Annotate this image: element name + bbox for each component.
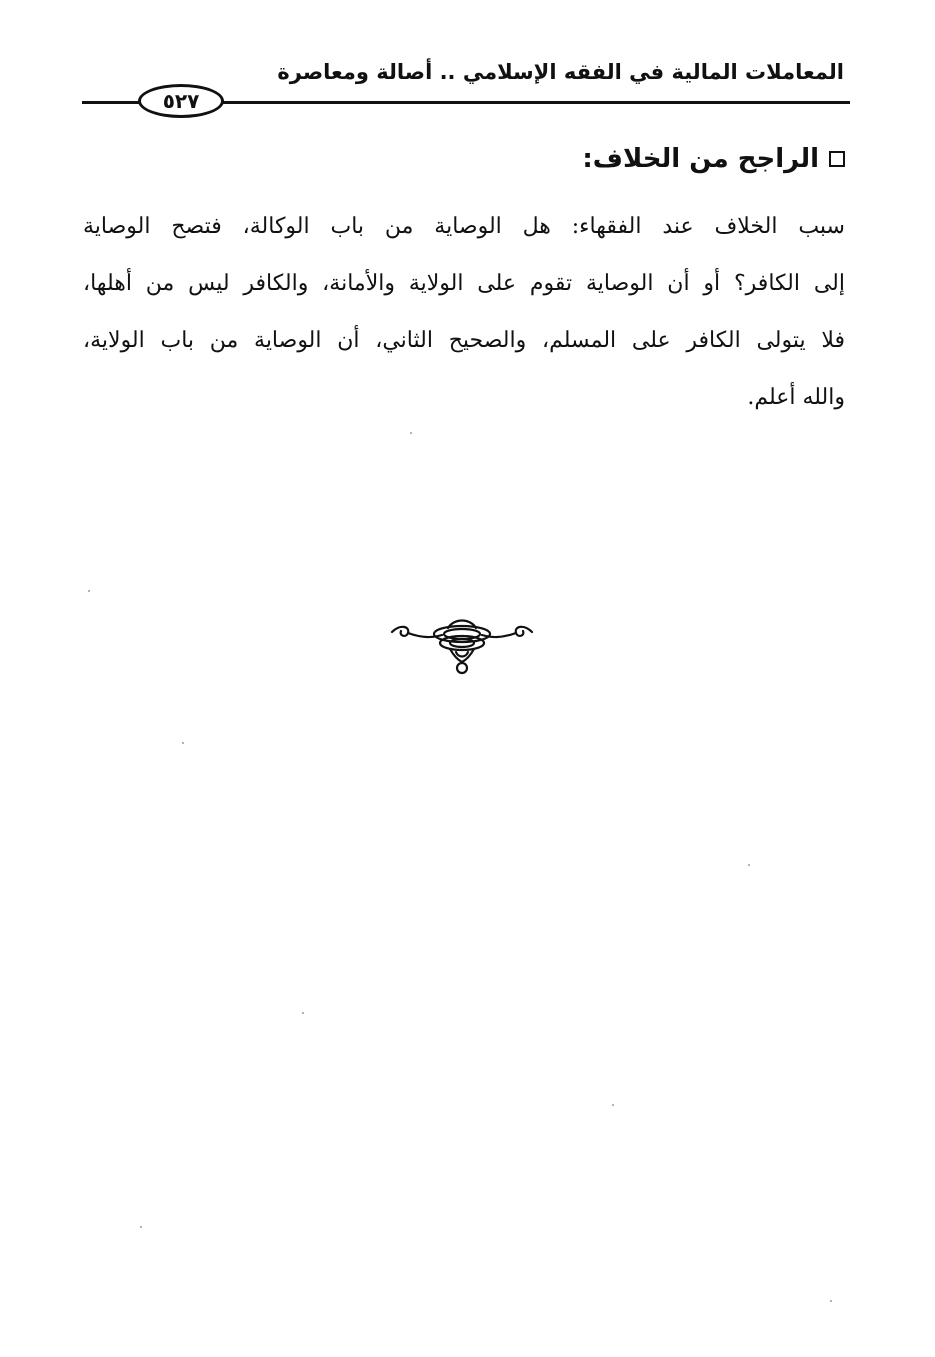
paragraph-line: والله أعلم. <box>747 385 845 410</box>
body-paragraph <box>83 198 845 426</box>
section-heading <box>582 144 845 174</box>
page-header <box>70 56 850 126</box>
ornament-divider-icon <box>388 616 536 678</box>
paper-speck <box>748 864 750 866</box>
paper-speck <box>182 742 184 744</box>
paragraph-line: فلا يتولى الكافر على المسلم، والصحيح الثاني، أن الوصاية من باب الولاية، <box>83 328 845 353</box>
page-number: ٥٢٧ <box>138 84 224 118</box>
paragraph-line: سبب الخلاف عند الفقهاء: هل الوصاية من باب الوكالة، فتصح الوصاية <box>83 214 845 239</box>
paper-speck <box>830 1300 832 1302</box>
paper-speck <box>410 432 412 434</box>
paper-speck <box>88 590 90 592</box>
checkbox-icon <box>829 151 845 167</box>
paper-speck <box>612 1104 614 1106</box>
paragraph-line: إلى الكافر؟ أو أن الوصاية تقوم على الولاية والأمانة، والكافر ليس من أهلها، <box>83 271 845 296</box>
paper-speck <box>302 1012 304 1014</box>
heading-text: الراجح من الخلاف: <box>582 144 819 174</box>
paper-speck <box>140 1226 142 1228</box>
running-title: المعاملات المالية في الفقه الإسلامي .. أصالة ومعاصرة <box>277 60 844 84</box>
